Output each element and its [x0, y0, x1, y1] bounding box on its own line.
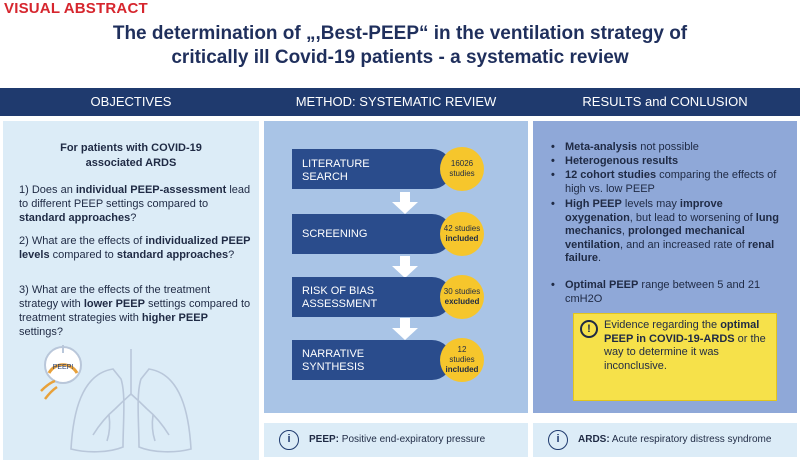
result-4-text-1: levels may [621, 198, 680, 210]
result-4-text-2: , but lead to worsening of [629, 211, 756, 224]
q3-text-2: settings compared to treatment strategies with [19, 298, 251, 324]
step-4-line-1: NARRATIVE [302, 348, 365, 360]
count-badge-synthesis [440, 338, 484, 382]
header-objectives: OBJECTIVES [90, 94, 172, 109]
header-band [0, 88, 800, 116]
page-title [0, 22, 800, 70]
result-4-bold-3: lung mechanics [565, 211, 779, 237]
question-1 [19, 183, 251, 225]
result-4-text-5: . [598, 252, 602, 264]
q2-bold-2: standard approaches [116, 249, 229, 261]
q2-text-1: 2) What are the effects of [19, 235, 146, 247]
q3-bold-2: higher PEEP [141, 312, 208, 324]
step-1-line-1: LITERATURE [302, 158, 370, 170]
step-narrative-synthesis [292, 340, 452, 380]
q1-bold-1: individual PEEP-assessment [75, 184, 227, 196]
warning-text-1: Evidence regarding the [604, 319, 721, 331]
arrow-down-icon [392, 318, 418, 340]
step-3-line-1: RISK OF BIAS [302, 285, 375, 297]
arrow-down-icon [392, 192, 418, 214]
result-2-bold: Heterogenous results [565, 155, 679, 167]
result-item-meta-analysis [551, 141, 787, 155]
result-1-bold: Meta-analysis [565, 141, 638, 153]
result-4-bold-5: renal failure [565, 238, 775, 264]
warning-bold: optimal PEEP in COVID-19-ARDS [604, 319, 760, 345]
count-2-line-1: 42 studies [443, 224, 481, 233]
q1-bold-2: standard approaches [19, 212, 131, 224]
count-4-line-2: studies [449, 355, 475, 364]
q1-text-1: 1) Does an [19, 184, 76, 196]
footnote-peep-term: PEEP: [309, 434, 340, 445]
lungs-icon [71, 349, 191, 452]
lungs-illustration [31, 339, 231, 457]
exclamation-icon: ! [580, 320, 598, 338]
footnote-ards-definition: Acute respiratory distress syndrome [609, 434, 772, 445]
result-4-bold-4: prolonged mechanical ventilation [565, 225, 745, 251]
q3-bold-1: lower PEEP [83, 298, 145, 310]
result-item-cohort-studies [551, 169, 787, 196]
bullet-icon: • [551, 155, 555, 167]
result-4-text-3: , [621, 225, 628, 237]
question-3 [19, 283, 251, 339]
count-4-line-1: 12 [457, 345, 467, 354]
step-1-line-2: SEARCH [302, 171, 348, 183]
header-method: METHOD: SYSTEMATIC REVIEW [295, 94, 497, 109]
q2-bold-1: individualized PEEP levels [19, 235, 251, 261]
step-screening [292, 214, 452, 254]
result-5-bold: Optimal PEEP [565, 279, 639, 291]
bullet-icon: • [551, 141, 555, 153]
count-4-line-3: included [445, 365, 479, 374]
bullet-icon: • [551, 279, 555, 291]
results-panel [533, 121, 797, 413]
step-3-line-2: ASSESSMENT [302, 298, 378, 310]
step-4-line-2: SYNTHESIS [302, 361, 365, 373]
step-literature-search [292, 149, 452, 189]
warning-text-2: or the way to determine it was inconclusive. [604, 332, 766, 372]
footnote-peep [264, 423, 528, 457]
q2-text-3: ? [228, 249, 235, 261]
count-badge-screening [440, 212, 484, 256]
objectives-lead-line-2: associated ARDS [85, 157, 177, 169]
arrow-down-icon [392, 256, 418, 278]
count-badge-risk-of-bias [440, 275, 484, 319]
result-4-bold-2: improve oxygenation [565, 198, 723, 224]
result-4-text-4: , and an increased rate of [620, 238, 748, 251]
count-2-line-2: included [445, 234, 479, 243]
objectives-lead-line-1: For patients with COVID-19 [60, 142, 202, 154]
peep-gauge-icon [41, 345, 81, 399]
title-line-2: critically ill Covid-19 patients - a systematic review [171, 47, 629, 68]
step-2-line-1: SCREENING [302, 228, 368, 240]
result-5-text: range between 5 and 21 cmH2O [565, 279, 761, 305]
count-badge-literature [440, 147, 484, 191]
footnote-peep-definition: Positive end-expiratory pressure [339, 434, 486, 445]
info-icon: i [548, 430, 568, 450]
q3-text-1: 3) What are the effects of the treatment strategy with [19, 284, 211, 310]
visual-abstract-tag: VISUAL ABSTRACT [4, 0, 148, 17]
count-1-line-2: studies [449, 169, 475, 178]
objectives-panel [3, 121, 259, 460]
result-item-heterogenous [551, 155, 787, 169]
bullet-icon: • [551, 169, 555, 181]
footnote-ards [533, 423, 797, 457]
result-item-high-peep [551, 198, 787, 266]
peep-gauge-label: PEEP! [52, 364, 74, 371]
conclusion-warning-box [573, 313, 777, 401]
objectives-lead [3, 141, 259, 171]
count-1-line-1: 16026 [450, 159, 474, 168]
result-3-bold: 12 cohort studies [565, 169, 657, 181]
result-item-optimal-peep [551, 279, 787, 306]
info-icon: i [279, 430, 299, 450]
bullet-icon: • [551, 198, 555, 210]
header-results: RESULTS and CONLUSION [582, 94, 748, 109]
q2-text-2: compared to [49, 249, 117, 261]
result-1-text: not possible [637, 141, 699, 153]
count-3-line-1: 30 studies [443, 287, 481, 296]
footnote-ards-term: ARDS: [578, 434, 610, 445]
result-3-text: comparing the effects of high vs. low PEEP [565, 169, 777, 195]
q1-text-2: lead to different PEEP settings compared to [19, 184, 251, 210]
count-3-line-2: excluded [444, 297, 480, 306]
q3-text-3: settings? [19, 326, 64, 338]
question-2 [19, 234, 251, 262]
step-risk-of-bias [292, 277, 452, 317]
title-line-1: The determination of „,Best-PEEP“ in the ventilation strategy of [112, 23, 688, 44]
q1-text-3: ? [130, 212, 137, 224]
result-4-bold-1: High PEEP [565, 198, 622, 210]
method-panel [264, 121, 528, 413]
